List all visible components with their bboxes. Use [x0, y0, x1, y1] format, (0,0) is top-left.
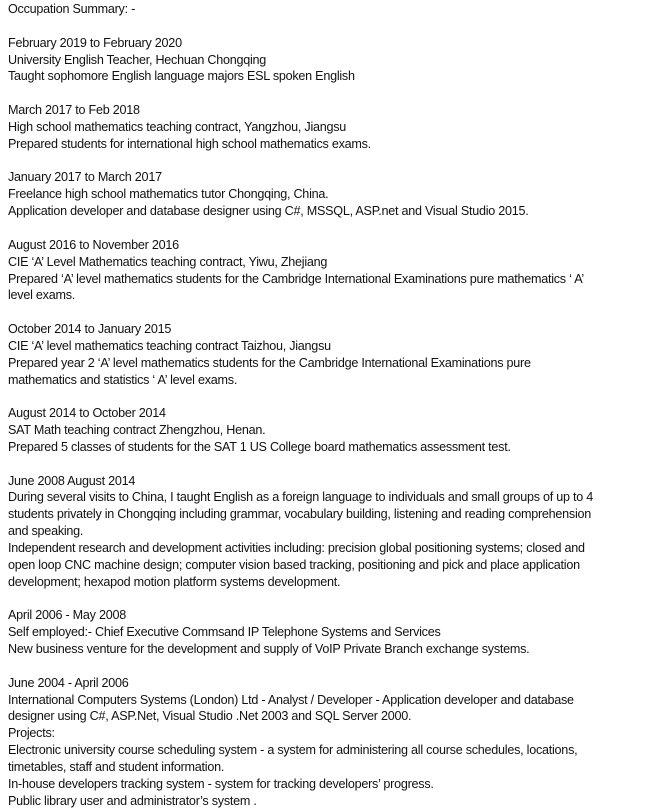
spacer	[8, 153, 648, 170]
entry-dates: January 2017 to March 2017	[8, 170, 162, 185]
entry-description-line: level exams.	[8, 288, 75, 303]
spacer	[8, 388, 648, 405]
entry-description-line: Prepared ‘A’ level mathematics students for the Cambridge International Examinations pure mathematics ‘ A’	[8, 271, 584, 286]
spacer	[8, 18, 648, 35]
employment-entry	[8, 102, 648, 169]
employment-entry	[8, 405, 648, 472]
spacer	[8, 591, 648, 608]
entry-dates: August 2014 to October 2014	[8, 406, 166, 421]
entry-dates: October 2014 to January 2015	[8, 322, 172, 337]
employment-entry	[8, 321, 648, 405]
entry-description-line: students privately in Chongqing including grammar, vocabulary building, listening and reading comprehension	[8, 507, 592, 522]
entry-description-line: Self employed:- Chief Executive Commsand IP Telephone Systems and Services	[8, 625, 441, 640]
entry-description-line: Prepared students for international high school mathematics exams.	[8, 136, 371, 151]
employment-entry	[8, 473, 648, 608]
entry-description-line: University English Teacher, Hechuan Chongqing	[8, 52, 267, 67]
entry-description-line: Public library user and administrator’s system .	[8, 793, 257, 808]
entry-description-line: CIE ‘A’ Level Mathematics teaching contract, Yiwu, Zhejiang	[8, 254, 328, 269]
entry-dates: April 2006 - May 2008	[8, 608, 126, 623]
entry-description-line: designer using C#, ASP.Net, Visual Studio .Net 2003 and SQL Server 2000.	[8, 709, 412, 724]
entry-dates: June 2008 August 2014	[8, 473, 136, 488]
employment-entry	[8, 607, 648, 674]
entry-description-line: SAT Math teaching contract Zhengzhou, Henan.	[8, 423, 266, 438]
entry-description-line: Prepared year 2 ‘A’ level mathematics students for the Cambridge International Examinations pure	[8, 355, 531, 370]
entry-description-line: open loop CNC machine design; computer vision based tracking, positioning and pick and place application	[8, 557, 580, 572]
spacer	[8, 85, 648, 102]
entry-description-line: Freelance high school mathematics tutor Chongqing, China.	[8, 187, 329, 202]
employment-entry	[8, 237, 648, 321]
spacer	[8, 456, 648, 473]
entry-description-line: Electronic university course scheduling system - a system for administering all course schedules, locations,	[8, 743, 578, 758]
entry-description-line: New business venture for the development and supply of VoIP Private Branch exchange systems.	[8, 642, 530, 657]
entry-dates: March 2017 to Feb 2018	[8, 103, 140, 118]
entry-description-line: development; hexapod motion platform systems development.	[8, 574, 341, 589]
entry-description-line: Application developer and database designer using C#, MSSQL, ASP.net and Visual Studio 2015.	[8, 204, 529, 219]
entry-dates: February 2019 to February 2020	[8, 35, 182, 50]
entry-description-line: and speaking.	[8, 524, 84, 539]
entry-description-line: Prepared 5 classes of students for the SAT 1 US College board mathematics assessment test.	[8, 439, 511, 454]
entry-description-line: Independent research and development activities including: precision global positioning systems; closed and	[8, 541, 585, 555]
entry-description-line: Projects:	[8, 726, 55, 741]
entry-dates: August 2016 to November 2016	[8, 237, 179, 252]
entry-description-line: In-house developers tracking system - system for tracking developers’ progress.	[8, 776, 434, 791]
spacer	[8, 658, 648, 675]
entry-description-line: Taught sophomore English language majors ESL spoken English	[8, 69, 355, 84]
entry-description-line: mathematics and statistics ‘ A’ level exams.	[8, 372, 238, 387]
spacer	[8, 304, 648, 321]
employment-entry	[8, 35, 648, 102]
entry-dates: June 2004 - April 2006	[8, 675, 129, 690]
entry-description-line: CIE ‘A’ level mathematics teaching contract Taizhou, Jiangsu	[8, 338, 331, 353]
entries-list	[8, 35, 648, 810]
entry-description-line: High school mathematics teaching contract, Yangzhou, Jiangsu	[8, 119, 347, 134]
spacer	[8, 220, 648, 237]
entry-description-line: International Computers Systems (London) Ltd - Analyst / Developer - Application developer and database	[8, 692, 574, 707]
section-heading: Occupation Summary: -	[8, 2, 136, 16]
entry-description-line: timetables, staff and student information.	[8, 759, 225, 774]
occupation-summary-document	[8, 1, 648, 810]
employment-entry	[8, 169, 648, 236]
employment-entry	[8, 675, 648, 810]
entry-description-line: During several visits to China, I taught English as a foreign language to individuals and small groups of up to 4	[8, 490, 594, 505]
